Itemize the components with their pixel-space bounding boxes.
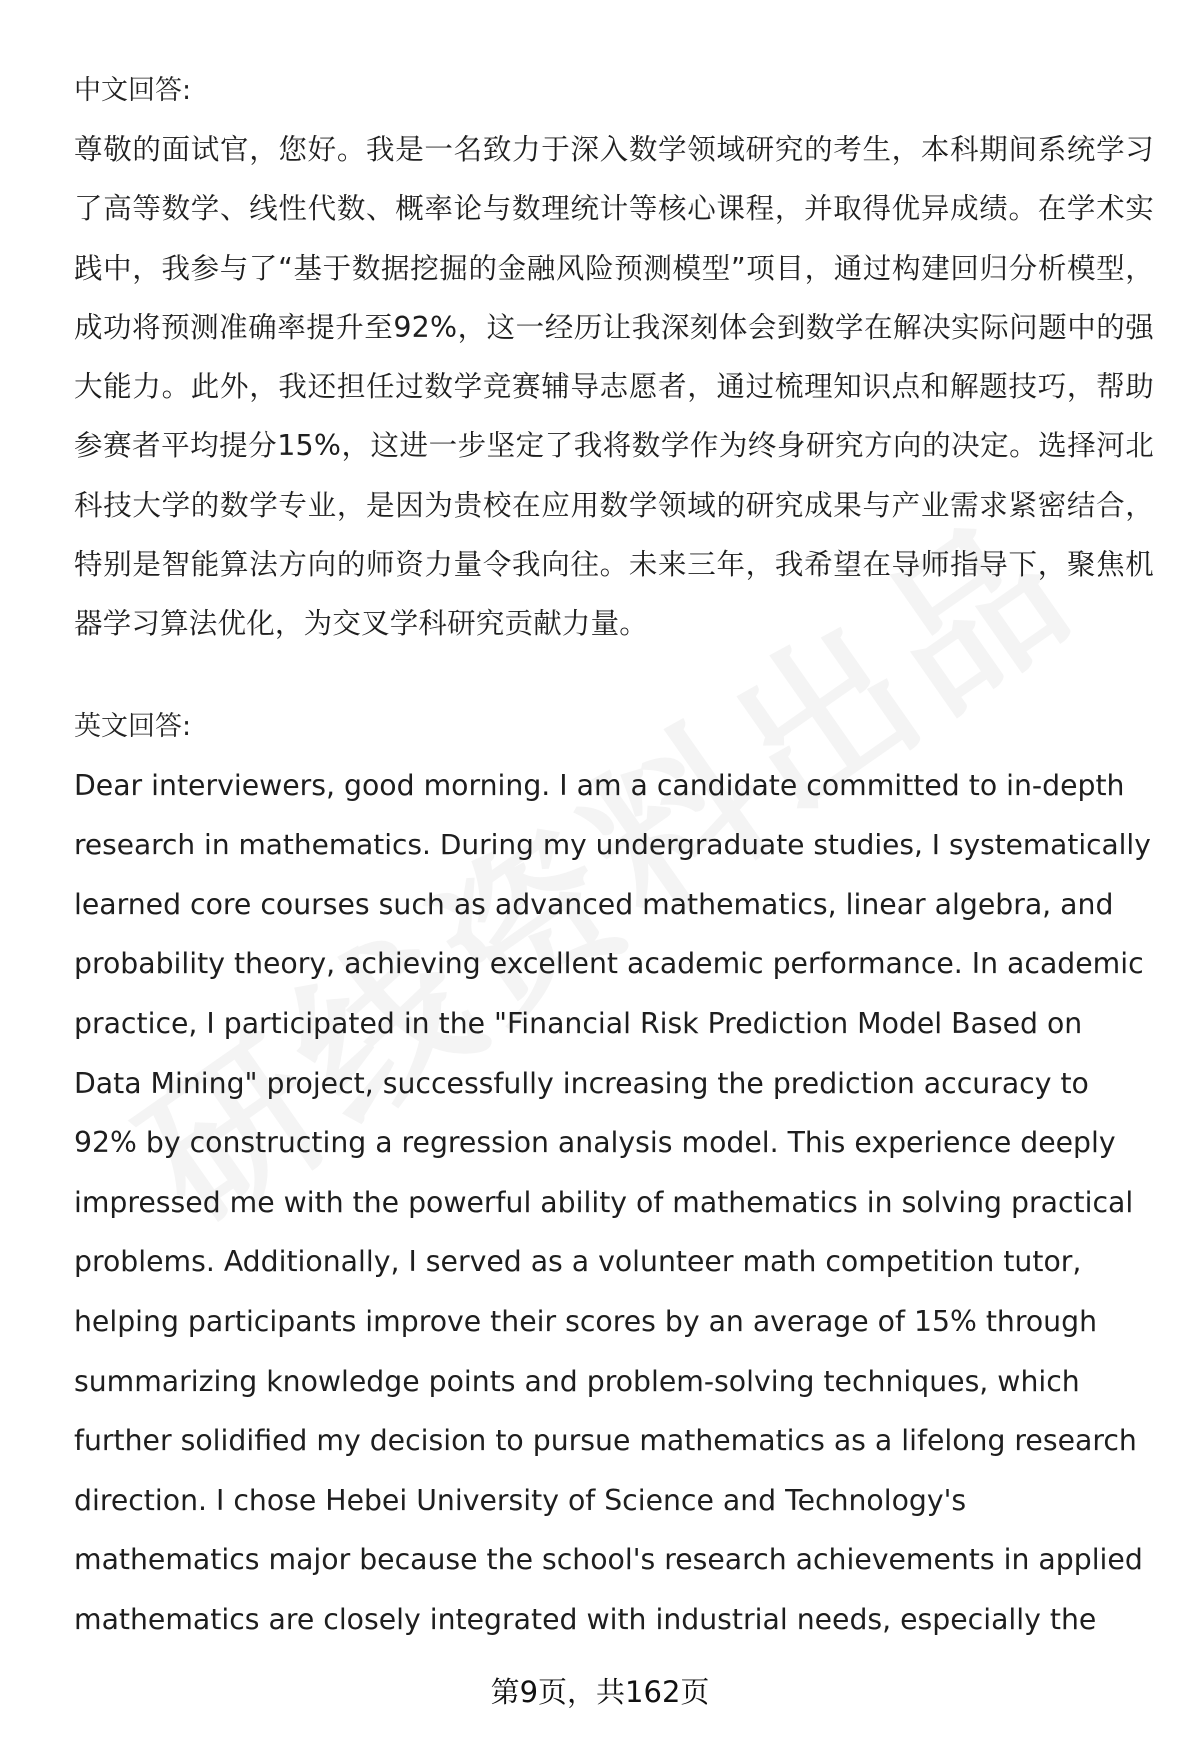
english-line: helping participants improve their scores by an average of 15% through: [74, 1305, 1098, 1339]
english-answer-label: 英文回答:: [74, 710, 192, 742]
english-line: learned core courses such as advanced mathematics, linear algebra, and: [74, 887, 1114, 921]
page-indicator: 第9页，共162页: [490, 1675, 710, 1709]
section-gap: [74, 654, 1154, 698]
english-line: mathematics are closely integrated with industrial needs, especially the: [74, 1602, 1097, 1636]
english-line: probability theory, achieving excellent academic performance. In academic: [74, 947, 1144, 981]
english-line: Data Mining" project, successfully increasing the prediction accuracy to: [74, 1066, 1089, 1100]
english-line: further solidified my decision to pursue mathematics as a lifelong research: [74, 1424, 1137, 1458]
english-line: summarizing knowledge points and problem-solving techniques, which: [74, 1364, 1080, 1398]
english-answer-text: [74, 756, 1154, 1650]
english-line: Dear interviewers, good morning. I am a candidate committed to in-depth: [74, 768, 1125, 802]
english-line: mathematics major because the school's research achievements in applied: [74, 1543, 1143, 1577]
english-line: direction. I chose Hebei University of Science and Technology's: [74, 1483, 967, 1517]
english-line: research in mathematics. During my undergraduate studies, I systematically: [74, 828, 1151, 862]
english-line: 92% by constructing a regression analysis model. This experience deeply: [74, 1126, 1116, 1160]
english-line: practice, I participated in the "Financial Risk Prediction Model Based on: [74, 1007, 1083, 1041]
english-line: impressed me with the powerful ability of mathematics in solving practical: [74, 1185, 1134, 1219]
chinese-answer-label: 中文回答:: [74, 75, 192, 106]
document-body: [74, 62, 1154, 1650]
chinese-answer-text: 尊敬的面试官，您好。我是一名致力于深入数学领域研究的考生，本科期间系统学习了高等数学、线性代数、概率论与数理统计等核心课程，并取得优异成绩。在学术实践中，我参与了“基于数据挖掘的金融风险预测模型”项目，通过构建回归分析模型，成功将预测准确率提升至92%，这一经历让我深刻体会到数学在解决实际问题中的强大能力。此外，我还担任过数学竞赛辅导志愿者，通过梳理知识点和解题技巧，帮助参赛者平均提分15%，这进一步坚定了我将数学作为终身研究方向的决定。选择河北科技大学的数学专业，是因为贵校在应用数学领域的研究成果与产业需求紧密结合，特别是智能算法方向的师资力量令我向往。未来三年，我希望在导师指导下，聚焦机器学习算法优化，为交叉学科研究贡献力量。: [74, 133, 1154, 641]
english-line: problems. Additionally, I served as a volunteer math competition tutor,: [74, 1245, 1082, 1279]
